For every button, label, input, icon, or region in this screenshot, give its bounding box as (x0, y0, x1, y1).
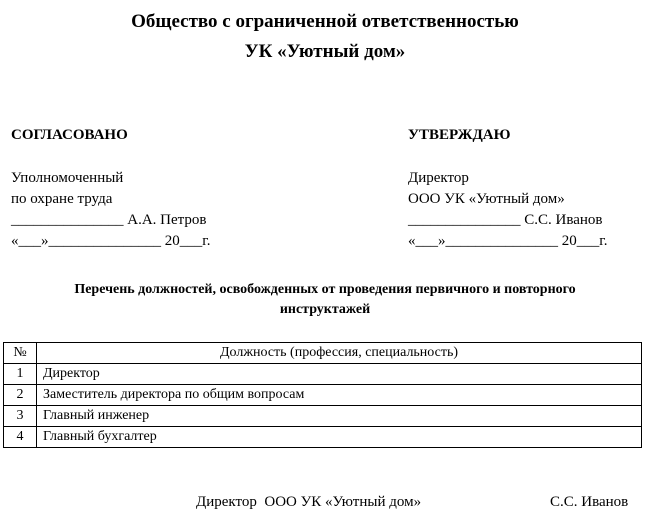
table-header-row (4, 343, 642, 364)
approved-position-line1: Директор (408, 170, 469, 186)
agreed-date-line: «___»_______________ 20___г. (11, 233, 211, 249)
row-position: Директор (37, 364, 642, 385)
document-title-line2: инструктажей (279, 302, 371, 317)
agreed-signature-line: _______________ А.А. Петров (11, 212, 207, 228)
approved-label: УТВЕРЖДАЮ (408, 127, 511, 143)
row-position: Главный инженер (37, 406, 642, 427)
row-number: 1 (4, 364, 37, 385)
document-title-line1: Перечень должностей, освобожденных от проведения первичного и повторного (74, 282, 576, 297)
table-row (4, 364, 642, 385)
row-position: Заместитель директора по общим вопросам (37, 385, 642, 406)
approved-position-line2: ООО УК «Уютный дом» (408, 191, 565, 207)
column-header-number: № (4, 343, 37, 364)
row-number: 2 (4, 385, 37, 406)
row-position: Главный бухгалтер (37, 427, 642, 448)
footer-position: Директор ООО УК «Уютный дом» (196, 494, 422, 510)
footer-name: С.С. Иванов (550, 494, 629, 510)
table-row (4, 406, 642, 427)
organization-name-line2: УК «Уютный дом» (244, 41, 406, 62)
agreed-position-line1: Уполномоченный (11, 170, 124, 186)
row-number: 3 (4, 406, 37, 427)
row-number: 4 (4, 427, 37, 448)
approved-signature-line: _______________ С.С. Иванов (408, 212, 603, 228)
agreed-position-line2: по охране труда (11, 191, 113, 207)
table-row (4, 385, 642, 406)
organization-name-line1: Общество с ограниченной ответственностью (131, 11, 519, 32)
approved-date-line: «___»_______________ 20___г. (408, 233, 608, 249)
table-row (4, 427, 642, 448)
column-header-position: Должность (профессия, специальность) (37, 343, 642, 364)
positions-table (3, 342, 642, 448)
agreed-label: СОГЛАСОВАНО (11, 127, 128, 143)
